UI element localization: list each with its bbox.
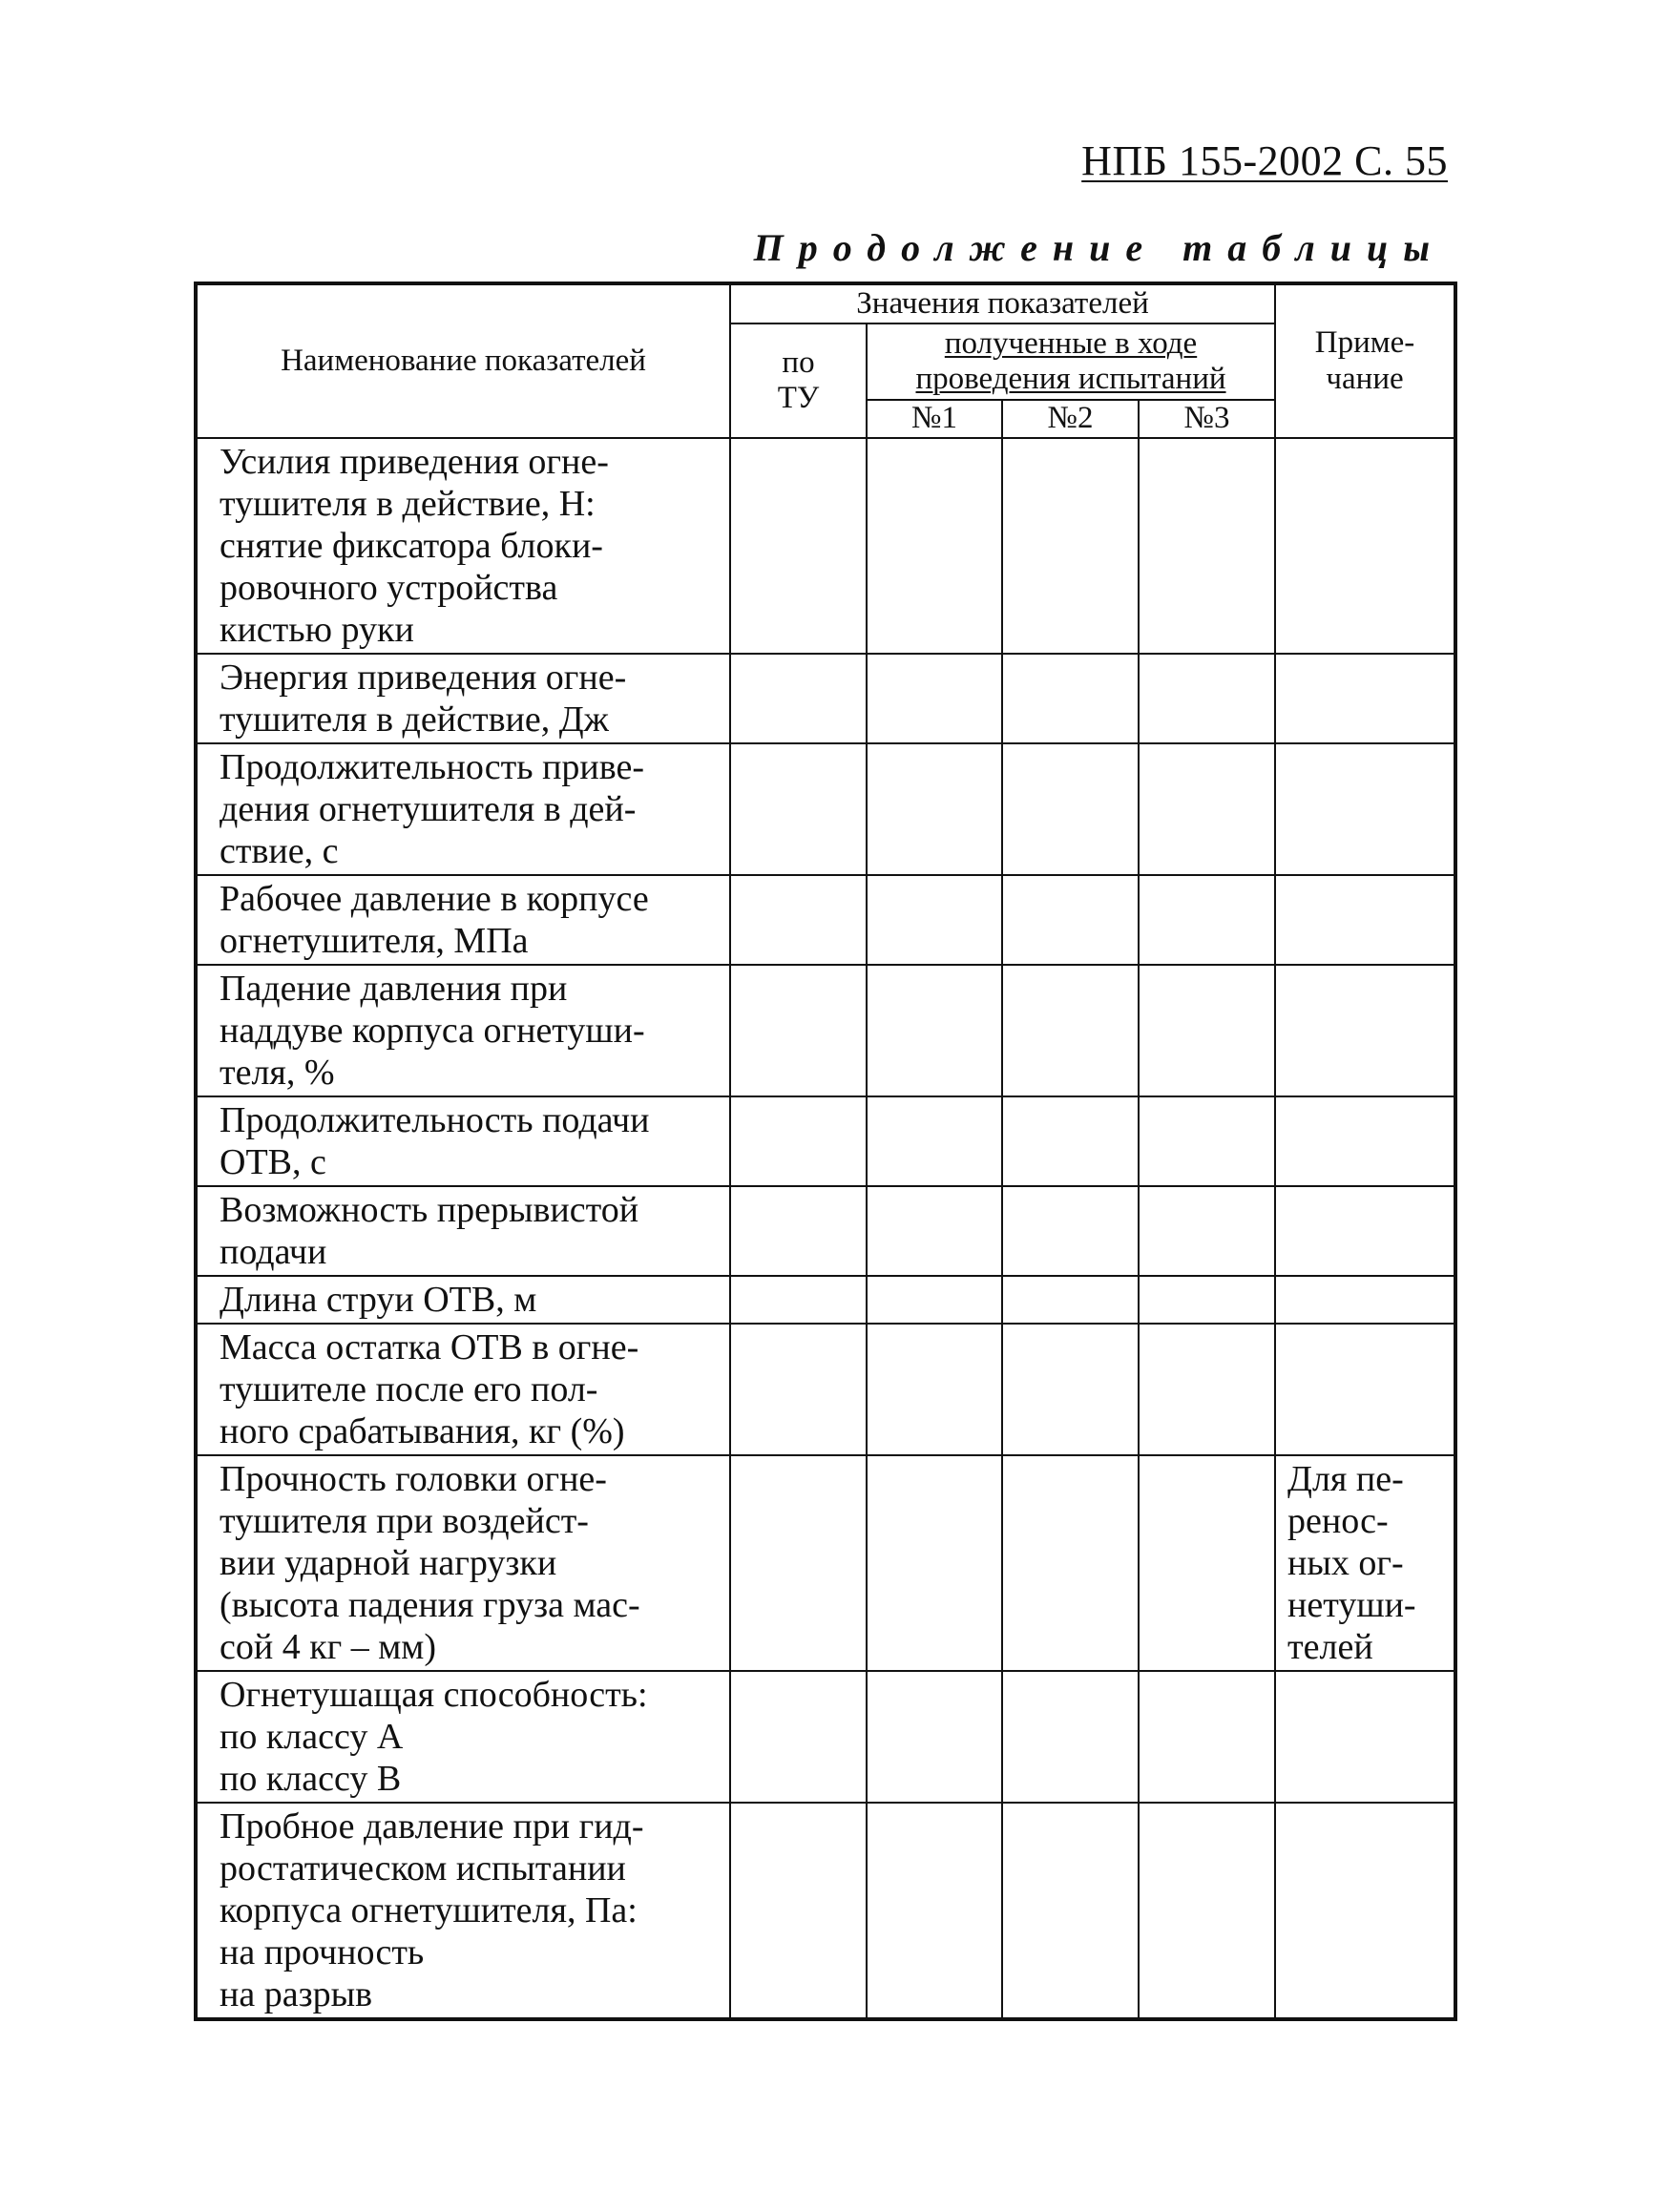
value-by-spec-cell xyxy=(730,965,867,1096)
value-test1-cell xyxy=(867,1276,1002,1324)
header-values-group: Значения показателей xyxy=(730,283,1275,323)
value-test1-cell xyxy=(867,1096,1002,1186)
value-test3-cell xyxy=(1139,875,1275,965)
value-test2-cell xyxy=(1002,1803,1139,2019)
value-test3-cell xyxy=(1139,1096,1275,1186)
value-test2-cell xyxy=(1002,875,1139,965)
header-by-spec: по ТУ xyxy=(730,323,867,438)
value-test1-cell xyxy=(867,654,1002,743)
note-cell xyxy=(1275,875,1455,965)
note-cell xyxy=(1275,1186,1455,1276)
page-header: НПБ 155-2002 С. 55 xyxy=(1081,137,1448,184)
header-test-3: №3 xyxy=(1139,400,1275,438)
value-test2-cell xyxy=(1002,965,1139,1096)
value-test3-cell xyxy=(1139,1455,1275,1671)
value-test3-cell xyxy=(1139,654,1275,743)
table-row xyxy=(196,743,1455,875)
indicator-name: Рабочее давление в корпусе огнетушителя, МПа xyxy=(196,875,730,965)
indicators-table xyxy=(194,282,1457,2021)
value-test2-cell xyxy=(1002,438,1139,654)
value-by-spec-cell xyxy=(730,875,867,965)
note-cell xyxy=(1275,1096,1455,1186)
table-row xyxy=(196,1324,1455,1455)
header-obtained-in-tests: полученные в ходе проведения испытаний xyxy=(867,323,1275,400)
header-test-2: №2 xyxy=(1002,400,1139,438)
value-test3-cell xyxy=(1139,1324,1275,1455)
value-test1-cell xyxy=(867,1671,1002,1803)
value-test3-cell xyxy=(1139,743,1275,875)
header-indicator-name: Наименование показателей xyxy=(196,283,730,438)
value-by-spec-cell xyxy=(730,1324,867,1455)
value-by-spec-cell xyxy=(730,743,867,875)
value-by-spec-cell xyxy=(730,1455,867,1671)
value-test3-cell xyxy=(1139,1276,1275,1324)
value-test1-cell xyxy=(867,438,1002,654)
note-cell xyxy=(1275,743,1455,875)
table-row xyxy=(196,438,1455,654)
indicator-name: Падение давления при наддуве корпуса огнетуши- теля, % xyxy=(196,965,730,1096)
table-row xyxy=(196,654,1455,743)
table-continuation-label: Продолжение таблицы xyxy=(753,226,1445,269)
indicator-name: Продолжительность подачи ОТВ, с xyxy=(196,1096,730,1186)
value-test2-cell xyxy=(1002,1324,1139,1455)
value-test1-cell xyxy=(867,1186,1002,1276)
table-row xyxy=(196,1276,1455,1324)
note-cell xyxy=(1275,1803,1455,2019)
note-cell xyxy=(1275,1276,1455,1324)
note-cell: Для пе- ренос- ных ог- нетуши- телей xyxy=(1275,1455,1455,1671)
header-note: Приме- чание xyxy=(1275,283,1455,438)
indicator-name: Усилия приведения огне- тушителя в действие, Н: снятие фиксатора блоки- ровочного устройства кистью руки xyxy=(196,438,730,654)
value-by-spec-cell xyxy=(730,654,867,743)
value-by-spec-cell xyxy=(730,1276,867,1324)
value-test3-cell xyxy=(1139,965,1275,1096)
value-by-spec-cell xyxy=(730,1186,867,1276)
value-test3-cell xyxy=(1139,1186,1275,1276)
table-row xyxy=(196,1671,1455,1803)
value-test2-cell xyxy=(1002,1096,1139,1186)
value-test3-cell xyxy=(1139,1671,1275,1803)
value-by-spec-cell xyxy=(730,438,867,654)
value-test1-cell xyxy=(867,1324,1002,1455)
header-test-1: №1 xyxy=(867,400,1002,438)
note-cell xyxy=(1275,1671,1455,1803)
value-test1-cell xyxy=(867,875,1002,965)
value-test1-cell xyxy=(867,1455,1002,1671)
value-test1-cell xyxy=(867,965,1002,1096)
indicator-name: Возможность прерывистой подачи xyxy=(196,1186,730,1276)
value-test2-cell xyxy=(1002,743,1139,875)
note-cell xyxy=(1275,1324,1455,1455)
value-test3-cell xyxy=(1139,438,1275,654)
value-test2-cell xyxy=(1002,1671,1139,1803)
note-cell xyxy=(1275,965,1455,1096)
value-test1-cell xyxy=(867,743,1002,875)
indicator-name: Энергия приведения огне- тушителя в действие, Дж xyxy=(196,654,730,743)
value-test1-cell xyxy=(867,1803,1002,2019)
value-test2-cell xyxy=(1002,1186,1139,1276)
value-test2-cell xyxy=(1002,1276,1139,1324)
indicator-name: Длина струи ОТВ, м xyxy=(196,1276,730,1324)
indicator-name: Пробное давление при гид- ростатическом испытании корпуса огнетушителя, Па: на прочность на разрыв xyxy=(196,1803,730,2019)
indicator-name: Масса остатка ОТВ в огне- тушителе после его пол- ного срабатывания, кг (%) xyxy=(196,1324,730,1455)
table-row xyxy=(196,1803,1455,2019)
indicator-name: Продолжительность приве- дения огнетушителя в дей- ствие, с xyxy=(196,743,730,875)
value-test3-cell xyxy=(1139,1803,1275,2019)
table-row xyxy=(196,875,1455,965)
value-test2-cell xyxy=(1002,1455,1139,1671)
indicator-name: Прочность головки огне- тушителя при воздейст- вии ударной нагрузки (высота падения груза мас- сой 4 кг – мм) xyxy=(196,1455,730,1671)
table-row xyxy=(196,1186,1455,1276)
value-by-spec-cell xyxy=(730,1803,867,2019)
note-cell xyxy=(1275,654,1455,743)
table-row xyxy=(196,1096,1455,1186)
value-by-spec-cell xyxy=(730,1096,867,1186)
indicator-name: Огнетушащая способность: по классу А по классу В xyxy=(196,1671,730,1803)
value-by-spec-cell xyxy=(730,1671,867,1803)
table-row xyxy=(196,1455,1455,1671)
note-cell xyxy=(1275,438,1455,654)
table-row xyxy=(196,965,1455,1096)
value-test2-cell xyxy=(1002,654,1139,743)
